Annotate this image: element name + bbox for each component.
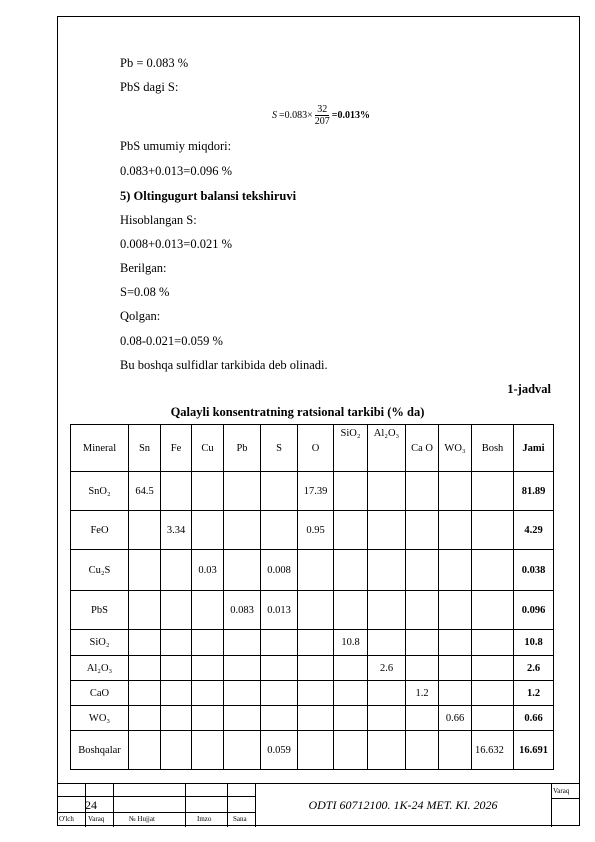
mineral-cell: CaO <box>71 681 129 706</box>
value-cell <box>368 472 406 511</box>
total-cell: 0.096 <box>514 591 554 630</box>
value-cell <box>406 472 439 511</box>
document-code: ODTI 60712100. 1K-24 MET. KI. 2026 <box>308 798 498 812</box>
header-cell: Ca O <box>406 425 439 472</box>
value-cell <box>406 656 439 681</box>
value-cell <box>439 511 472 550</box>
value-cell <box>161 550 192 591</box>
value-cell <box>334 706 368 731</box>
col-imzo: Imzo <box>197 815 212 823</box>
value-cell <box>129 591 161 630</box>
value-cell: 0.03 <box>192 550 224 591</box>
value-cell <box>439 472 472 511</box>
value-cell <box>261 511 298 550</box>
value-cell <box>439 681 472 706</box>
table-row <box>71 681 554 706</box>
value-cell: 2.6 <box>368 656 406 681</box>
table-number: 1-jadval <box>507 382 551 396</box>
formula-result: =0.013% <box>331 110 370 121</box>
value-cell <box>161 630 192 656</box>
value-cell <box>334 550 368 591</box>
formula <box>272 104 370 127</box>
value-cell: 17.39 <box>298 472 334 511</box>
value-cell <box>192 681 224 706</box>
value-cell <box>439 656 472 681</box>
value-cell <box>224 630 261 656</box>
total-cell: 10.8 <box>514 630 554 656</box>
value-cell: 0.013 <box>261 591 298 630</box>
mineral-cell: Boshqalar <box>71 731 129 770</box>
value-cell <box>334 591 368 630</box>
composition-table <box>70 424 554 770</box>
value-cell <box>161 706 192 731</box>
value-cell: 10.8 <box>334 630 368 656</box>
remaining-heading: Qolgan: <box>120 309 161 323</box>
value-cell <box>406 550 439 591</box>
value-cell <box>224 656 261 681</box>
value-cell <box>129 656 161 681</box>
value-cell: 1.2 <box>406 681 439 706</box>
value-cell <box>129 706 161 731</box>
value-cell <box>192 472 224 511</box>
value-cell <box>368 550 406 591</box>
value-cell <box>406 511 439 550</box>
value-cell <box>192 706 224 731</box>
value-cell <box>129 511 161 550</box>
table-row <box>71 511 554 550</box>
header-cell: Mineral <box>71 425 129 472</box>
value-cell: 0.083 <box>224 591 261 630</box>
value-cell <box>472 706 514 731</box>
value-cell <box>161 681 192 706</box>
title-block <box>57 783 580 827</box>
value-cell <box>298 591 334 630</box>
table-row <box>71 472 554 511</box>
value-cell <box>439 591 472 630</box>
value-cell <box>368 706 406 731</box>
mineral-cell: FeO <box>71 511 129 550</box>
value-cell <box>334 511 368 550</box>
total-cell: 2.6 <box>514 656 554 681</box>
mineral-cell: PbS <box>71 591 129 630</box>
value-cell <box>439 550 472 591</box>
header-cell: Jami <box>514 425 554 472</box>
value-cell <box>472 656 514 681</box>
value-cell <box>406 591 439 630</box>
value-cell <box>298 681 334 706</box>
value-cell <box>439 630 472 656</box>
col-hujjat: № Hujjat <box>129 815 155 823</box>
value-cell: 64.5 <box>129 472 161 511</box>
value-cell <box>161 656 192 681</box>
value-cell: 16.632 <box>472 731 514 770</box>
section-title: 5) Oltingugurt balansi tekshiruvi <box>120 189 297 203</box>
value-cell <box>224 511 261 550</box>
table-row <box>71 706 554 731</box>
value-cell <box>298 630 334 656</box>
value-cell <box>334 472 368 511</box>
header-cell: S <box>261 425 298 472</box>
value-cell <box>261 706 298 731</box>
header-cell: O <box>298 425 334 472</box>
total-cell: 81.89 <box>514 472 554 511</box>
value-cell <box>129 681 161 706</box>
table-row <box>71 630 554 656</box>
value-cell <box>406 706 439 731</box>
remaining-calc: 0.08-0.021=0.059 % <box>120 334 223 348</box>
col-varaq: Varaq <box>88 815 105 823</box>
value-cell <box>439 731 472 770</box>
value-cell: 0.95 <box>298 511 334 550</box>
table-header-row <box>71 425 554 472</box>
total-cell: 16.691 <box>514 731 554 770</box>
value-cell <box>261 656 298 681</box>
value-cell <box>161 731 192 770</box>
value-cell <box>298 706 334 731</box>
mineral-cell: WO₃ <box>71 706 129 731</box>
value-cell <box>261 681 298 706</box>
header-cell: WO₃ <box>439 425 472 472</box>
value-cell <box>472 550 514 591</box>
value-cell <box>161 591 192 630</box>
formula-denominator: 207 <box>314 116 330 127</box>
table-row <box>71 550 554 591</box>
value-cell: 0.059 <box>261 731 298 770</box>
formula-lhs: S <box>272 110 277 121</box>
mineral-cell: Cu₂S <box>71 550 129 591</box>
value-cell <box>224 706 261 731</box>
col-olch: O'lch <box>59 815 74 823</box>
value-cell <box>261 630 298 656</box>
mineral-cell: SnO₂ <box>71 472 129 511</box>
value-cell <box>161 472 192 511</box>
formula-mult: =0.083× <box>279 110 313 121</box>
mineral-cell: SiO₂ <box>71 630 129 656</box>
value-cell <box>334 656 368 681</box>
value-cell: 0.008 <box>261 550 298 591</box>
value-cell <box>368 511 406 550</box>
header-cell: SiO₂ <box>334 425 368 472</box>
pbs-total-calc: 0.083+0.013=0.096 % <box>120 164 233 178</box>
table-row <box>71 731 554 770</box>
value-cell <box>472 630 514 656</box>
value-cell <box>224 731 261 770</box>
value-cell <box>472 511 514 550</box>
value-cell <box>224 681 261 706</box>
value-cell <box>192 656 224 681</box>
value-cell <box>368 681 406 706</box>
given-value: S=0.08 % <box>120 285 170 299</box>
table-caption: Qalayli konsentratning ratsional tarkibi (% da) <box>170 405 425 419</box>
header-cell: Cu <box>192 425 224 472</box>
calc-s-heading: Hisoblangan S: <box>120 213 197 227</box>
value-cell <box>406 731 439 770</box>
value-cell <box>192 591 224 630</box>
total-cell: 0.038 <box>514 550 554 591</box>
value-cell <box>472 591 514 630</box>
value-cell <box>472 472 514 511</box>
value-cell <box>224 472 261 511</box>
value-cell: 0.66 <box>439 706 472 731</box>
header-cell: Al₂O₃ <box>368 425 406 472</box>
value-cell <box>368 630 406 656</box>
header-cell: Pb <box>224 425 261 472</box>
value-cell <box>129 731 161 770</box>
varaq-label: Varaq <box>553 787 570 795</box>
value-cell <box>298 550 334 591</box>
header-cell: Bosh <box>472 425 514 472</box>
value-cell <box>261 472 298 511</box>
pb-value-line: Pb = 0.083 % <box>120 56 189 70</box>
header-cell: Fe <box>161 425 192 472</box>
table-row <box>71 656 554 681</box>
value-cell <box>192 511 224 550</box>
value-cell: 3.34 <box>161 511 192 550</box>
value-cell <box>472 681 514 706</box>
table-row <box>71 591 554 630</box>
value-cell <box>192 630 224 656</box>
calc-s-value: 0.008+0.013=0.021 % <box>120 237 233 251</box>
formula-numerator: 32 <box>317 104 328 115</box>
value-cell <box>406 630 439 656</box>
value-cell <box>368 591 406 630</box>
given-heading: Berilgan: <box>120 261 167 275</box>
value-cell <box>368 731 406 770</box>
header-cell: Sn <box>129 425 161 472</box>
value-cell <box>224 550 261 591</box>
pbs-s-heading: PbS dagi S: <box>120 80 179 94</box>
col-sana: Sana <box>233 815 247 823</box>
value-cell <box>298 731 334 770</box>
value-cell <box>334 681 368 706</box>
pbs-total-heading: PbS umumiy miqdori: <box>120 139 232 153</box>
value-cell <box>192 731 224 770</box>
sheet-number: 24 <box>85 798 97 812</box>
value-cell <box>129 550 161 591</box>
formula-fraction <box>315 104 330 127</box>
total-cell: 0.66 <box>514 706 554 731</box>
total-cell: 1.2 <box>514 681 554 706</box>
mineral-cell: Al₂O₃ <box>71 656 129 681</box>
note-line: Bu boshqa sulfidlar tarkibida deb olinadi. <box>120 358 328 372</box>
value-cell <box>129 630 161 656</box>
value-cell <box>334 731 368 770</box>
total-cell: 4.29 <box>514 511 554 550</box>
value-cell <box>298 656 334 681</box>
